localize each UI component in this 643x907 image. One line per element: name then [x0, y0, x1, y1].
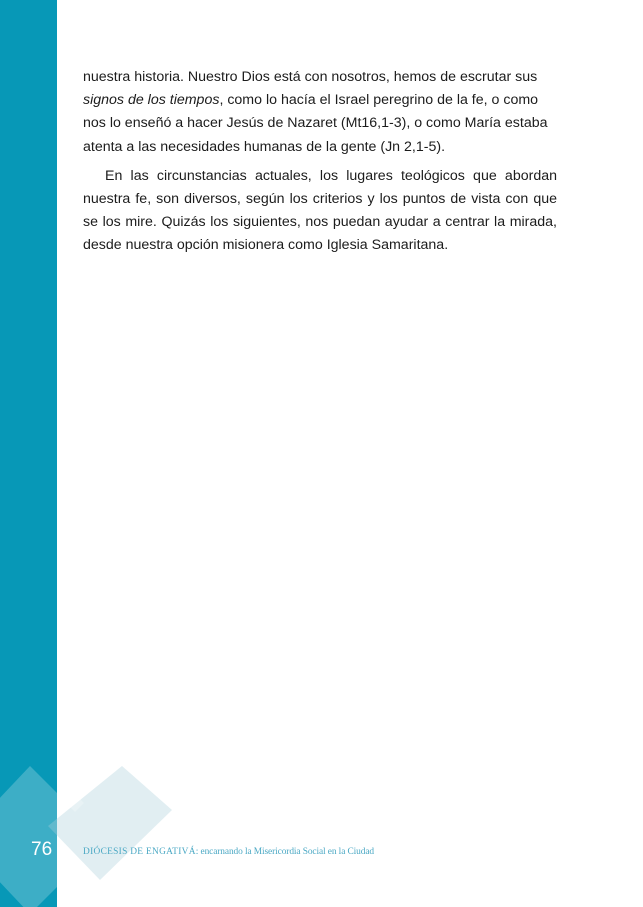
page-number: 76	[31, 839, 53, 860]
side-color-band	[0, 0, 57, 907]
footer-diocese: DIÓCESIS DE ENGATIVÁ	[83, 847, 196, 857]
paragraph-2: En las circunstancias actuales, los lugares teológicos que abordan nuestra fe, son diversos, según los criterios y los puntos de vista con que se los mire. Quizás los siguientes, nos puedan ayudar a centrar la mirada, desde nuestra opción misionera como Iglesia Samaritana.	[83, 167, 557, 254]
paragraph-1-italic: signos de los tiempos	[83, 92, 220, 109]
paragraph-1	[83, 66, 557, 159]
paragraph-1-part-2: , como lo hacía el Israel peregrino de la fe, o como nos lo enseñó a hacer Jesús de Nazaret (Mt16,1-3), o como María estaba atenta a las necesidades humanas de la gente (Jn 2,1-5).	[83, 92, 548, 155]
diamond-shape-small	[66, 794, 84, 812]
paragraph-1-part-1: nuestra historia. Nuestro Dios está con nosotros, hemos de escrutar sus	[83, 69, 538, 85]
footer-subtitle: : encarnando la Misericordia Social en la Ciudad	[195, 847, 374, 857]
diamond-shape-right	[48, 766, 172, 880]
main-text	[83, 66, 557, 264]
running-footer	[83, 846, 374, 858]
